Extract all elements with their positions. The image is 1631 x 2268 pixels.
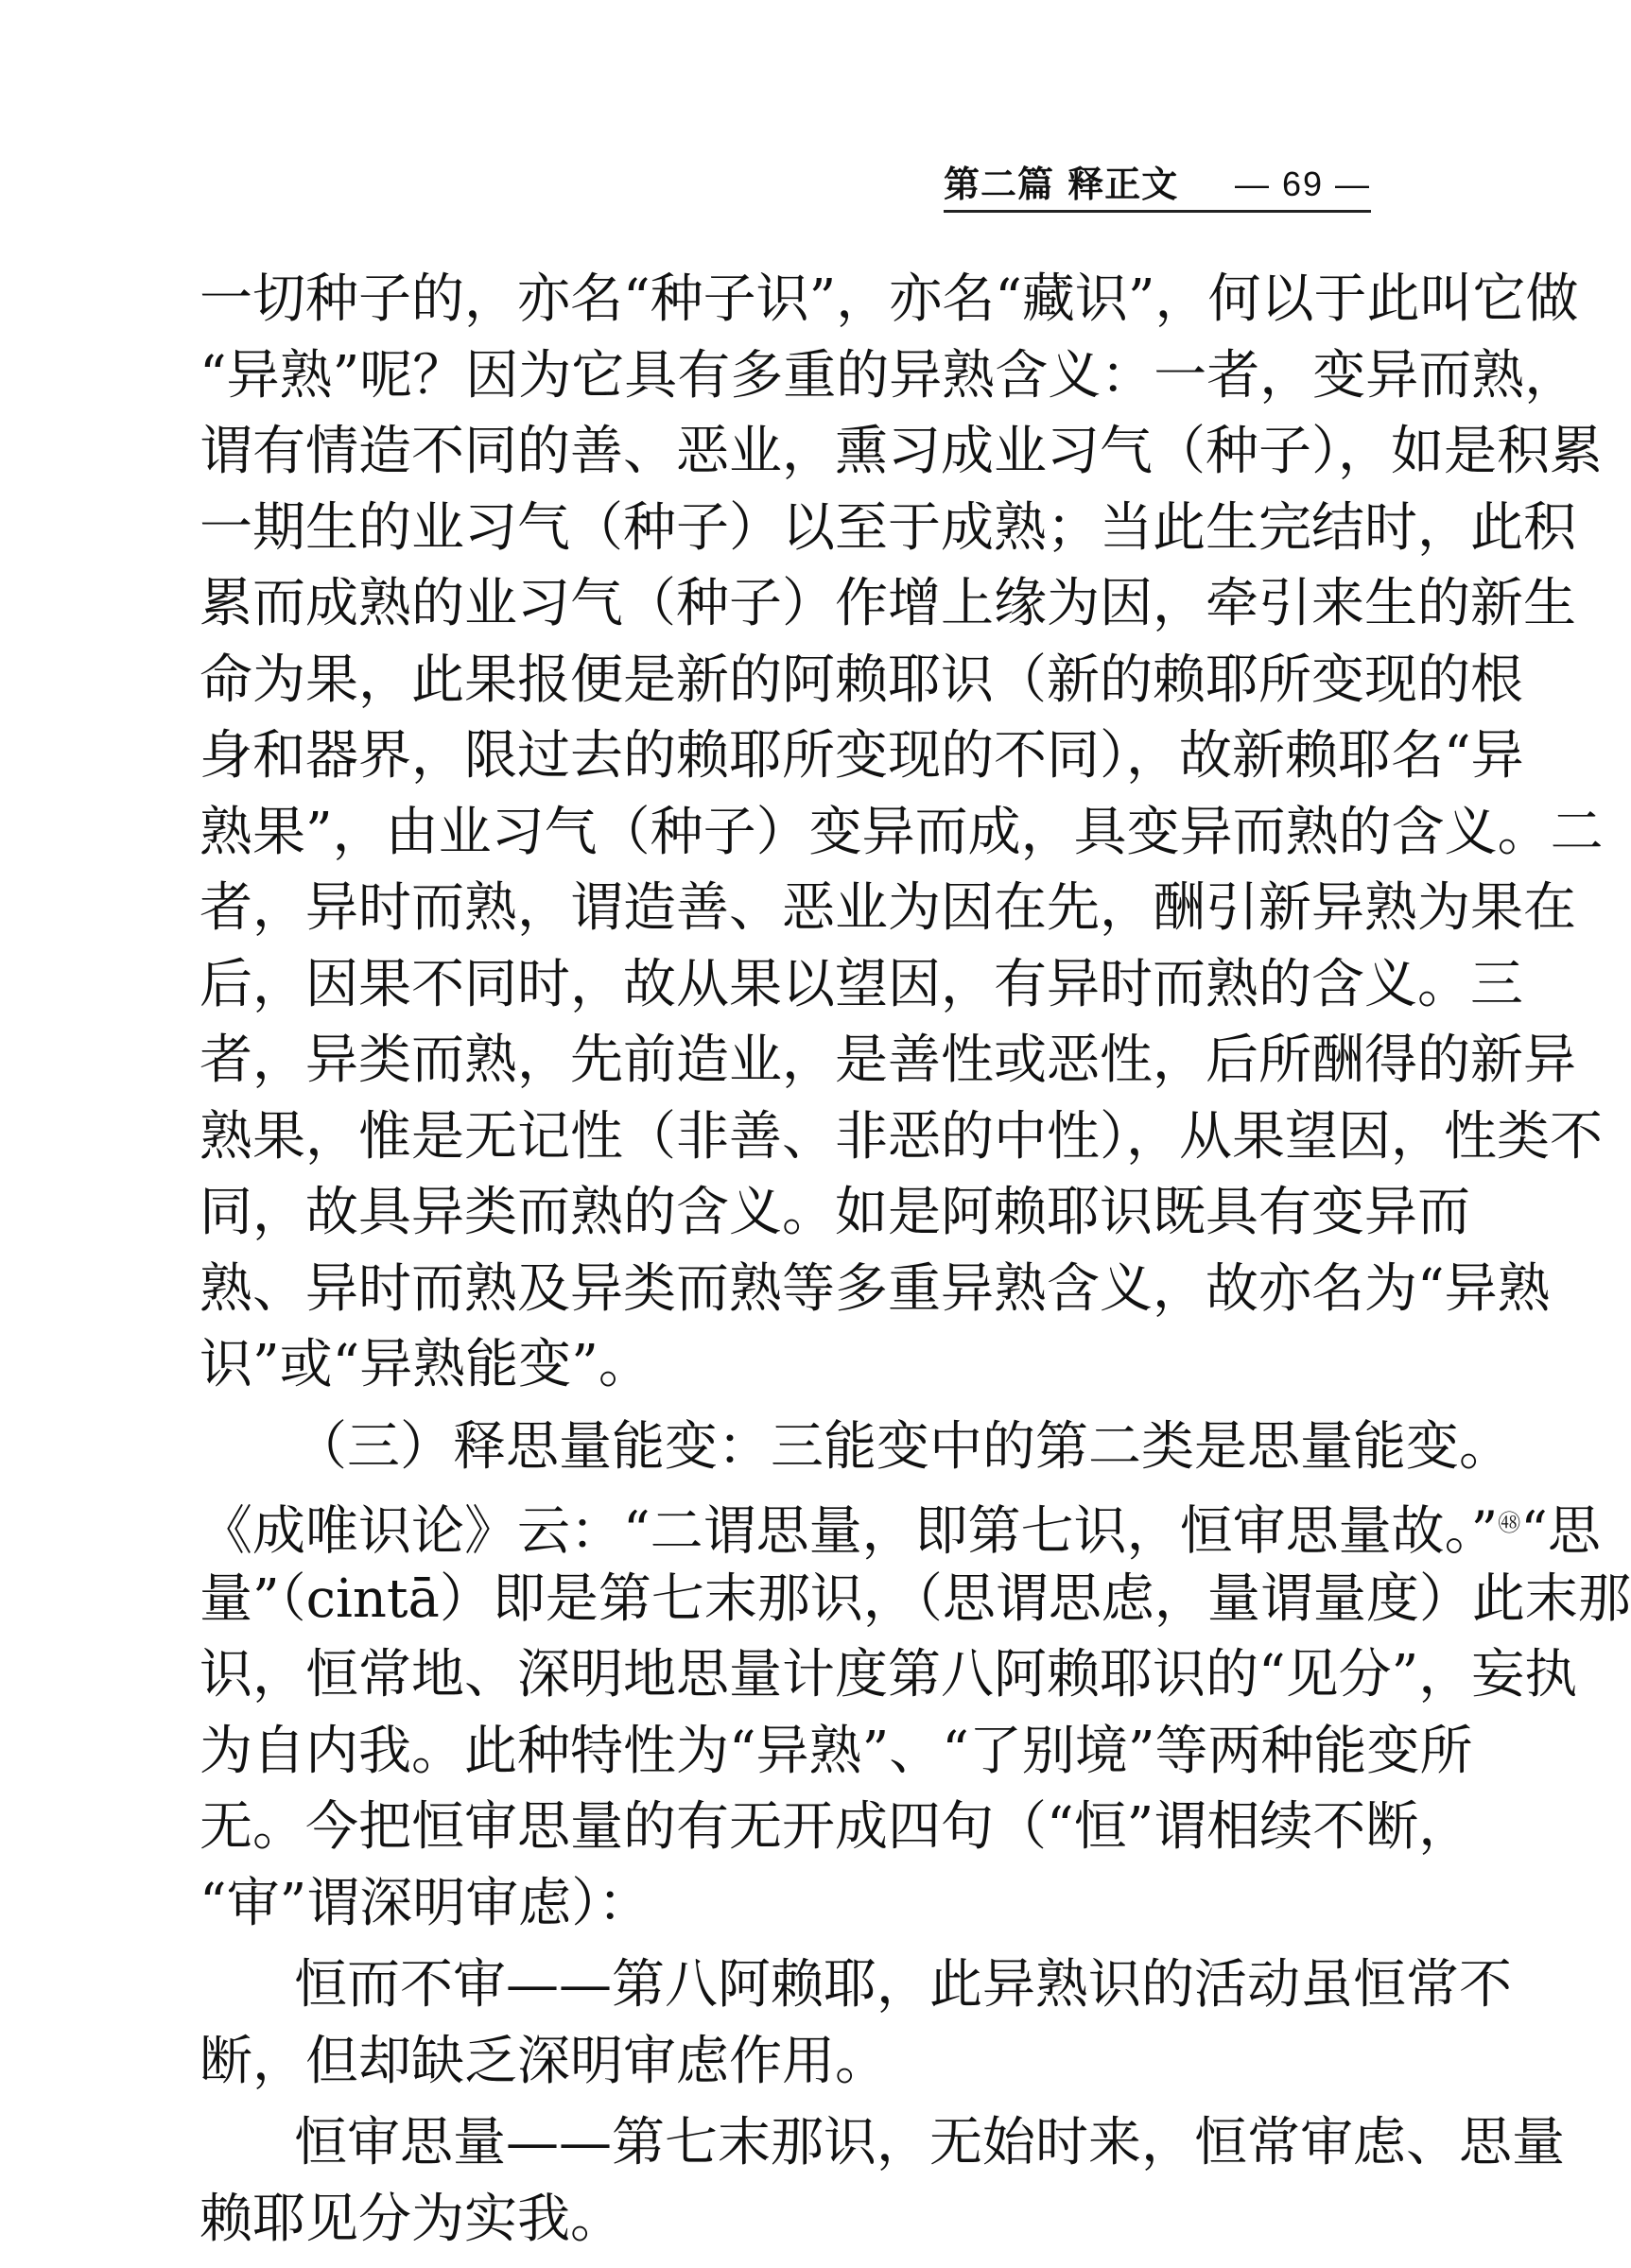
text-line: 熟、异时而熟及异类而熟等多重异熟含义，故亦名为“异熟 — [200, 1257, 1551, 1320]
text-line: 识”或“异熟能变”。 — [200, 1334, 651, 1395]
text-line: “审”谓深明审虑）： — [200, 1872, 651, 1934]
text-line: 身和器界，限过去的赖耶所变现的不同），故新赖耶名“异 — [200, 725, 1524, 787]
text-line: 熟果，惟是无记性（非善、非恶的中性），从果望因，性类不 — [200, 1105, 1603, 1168]
paragraph — [200, 2105, 1565, 2258]
text-line: 识，恒常地、深明地思量计度第八阿赖耶识的“见分”，妄执 — [200, 1644, 1578, 1705]
text-line: “异熟”呢？因为它具有多重的异熟含义：一者，变异而熟， — [200, 344, 1578, 407]
text-line: 者，异类而熟，先前造业，是善性或恶性，后所酬得的新异 — [200, 1030, 1576, 1091]
paragraph — [200, 1948, 1512, 2100]
text-line: 恒审思量——第七末那识，无始时来，恒常审虑、思量 — [294, 2112, 1565, 2173]
text-line: 同，故具异类而熟的含义。如是阿赖耶识既具有变异而 — [200, 1182, 1470, 1243]
text-segment: “思 — [1520, 1500, 1601, 1563]
footnote-marker: ㊽ — [1498, 1510, 1521, 1536]
text-line: （三）释思量能变：三能变中的第二类是思量能变。 — [294, 1415, 1512, 1478]
page-number: — 69 — — [1234, 164, 1371, 203]
text-line: 量”（cintā）即是第七末那识，（思谓思虑，量谓量度）此末那 — [200, 1567, 1631, 1630]
paragraph — [200, 1410, 1631, 1943]
text-segment: 《成唯识论》云：“二谓思量，即第七识，恒审思量故。” — [200, 1500, 1499, 1563]
text-line: 赖耶见分为实我。 — [200, 2188, 623, 2250]
chapter-title: 第二篇 释正文 — [944, 163, 1179, 205]
text-line: 谓有情造不同的善、恶业，熏习成业习气（种子），如是积累 — [200, 421, 1603, 482]
text-line: 累而成熟的业习气（种子）作增上缘为因，牵引来生的新生 — [200, 573, 1576, 634]
text-line: 一期生的业习气（种子）以至于成熟；当此生完结时，此积 — [200, 496, 1576, 559]
text-line: 命为果，此果报便是新的阿赖耶识（新的赖耶所变现的根 — [200, 649, 1523, 711]
text-line: 熟果”，由业习气（种子）变异而成，具变异而熟的含义。二 — [200, 801, 1604, 863]
running-header — [944, 161, 1371, 213]
text-line: 后，因果不同时，故从果以望因，有异时而熟的含义。三 — [200, 953, 1523, 1015]
text-line — [200, 1485, 1601, 1563]
text-line: 恒而不审——第八阿赖耶，此异熟识的活动虽恒常不 — [294, 1954, 1512, 2016]
text-line: 为自内我。此种特性为“异熟”、“了别境”等两种能变所 — [200, 1720, 1473, 1782]
text-line: 一切种子的，亦名“种子识”，亦名“藏识”，何以于此叫它做 — [200, 268, 1579, 330]
body-text — [200, 262, 1631, 2258]
paragraph — [200, 262, 1604, 1404]
text-line: 断，但却缺乏深明审虑作用。 — [200, 2030, 888, 2092]
text-line: 无。今把恒审思量的有无开成四句（“恒”谓相续不断， — [200, 1796, 1472, 1858]
text-line: 者，异时而熟，谓造善、恶业为因在先，酬引新异熟为果在 — [200, 877, 1576, 939]
